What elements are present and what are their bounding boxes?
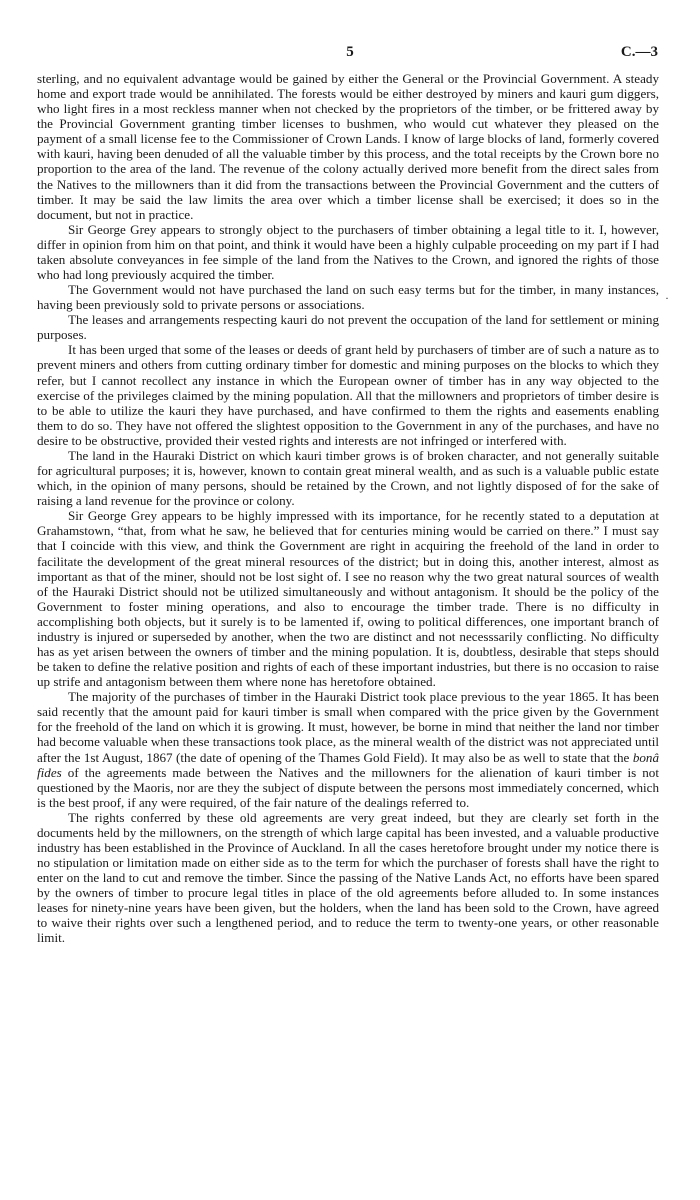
paragraph-5: It has been urged that some of the leases or deeds of grant held by purchasers of timber are of such a nature as to prevent miners and others from cutting ordinary timber for domestic and mining purposes on the blocks to which they refer, but I cannot recollect any instance in which the European owner of timber has in any way objected to the exercise of the privileges claimed by the mining population. All that the millowners and proprietors of timber desire is to be able to utilize the kauri they have purchased, and have confirmed to them the rights and easements enabling them to do so. They have not offered the slightest opposition to the Government in any of the purchases, and have no desire to be obstructive, provided their vested rights and interests are not infringed or interfered with.: [37, 342, 659, 448]
page-header: [0, 44, 700, 66]
paragraph-9: The rights conferred by these old agreements are very great indeed, but they are clearly set forth in the documents held by the millowners, on the strength of which large capital has been invested, and a valuable productive industry has been established in the Province of Auckland. In all the cases heretofore brought under my notice there is no stipulation or limitation made on either side as to the term for which the purchaser of forests shall have the right to enter on the land to cut and remove the timber. Since the passing of the Native Lands Act, no efforts have been spared by the owners of timber to procure legal titles in place of the old agreements before alluded to. In some instances leases for ninety-nine years have been given, but the holders, when the land has been sold to the Crown, have agreed to waive their rights over such a lengthened period, and to reduce the term to twenty-one years, or other reasonable limit.: [37, 809, 659, 946]
paragraph-8: The majority of the purchases of timber in the Hauraki District took place previous to the year 1865. It has been said recently that the amount paid for kauri timber is small when compared with the price given by the Government for the freehold of the land on which it is growing. It must, however, be borne in mind that neither the land nor timber had become valuable when these transactions took place, as the mineral wealth of the district was not appreciated until after the 1st August, 1867 (the date of opening of the Thames Gold Field). It may also be as well to state that the bonâ fides of the agreements made between the Natives and the millowners for the alienation of kauri timber is not questioned by the Maoris, nor are they the subject of dispute between the persons most immediately concerned, which is the best proof, if any were required, of the fair nature of the dealings referred to.: [37, 689, 659, 810]
page-number: 5: [346, 44, 354, 60]
paragraph-7: Sir George Grey appears to be highly impressed with its importance, for he recently stated to a deputation at Grahamstown, “that, from what he saw, he believed that for centuries mining would be carried on there.” I must say that I coincide with this view, and think the Government are right in acquiring the freehold of the land in order to facilitate the development of the great mineral resources of the district; but in doing this, another interest, almost as important as that of the miner, should not be lost sight of. I see no reason why the two great natural sources of wealth of the Hauraki District should not be utilized simultaneously and without antagonism. It should be the policy of the Government to foster mining operations, and also to encourage the timber trade. There is no difficulty in accomplishing both objects, but it surely is to be lamented if, owing to political differences, one important branch of industry is injured or superseded by another, when the two are distinct and not necesssarily conflicting. No difficulty has as yet arisen between the owners of timber and the mining population. It is, doubtless, desirable that steps should be taken to define the relative position and rights of each of these important industries, but there is no occasion to raise up strife and antagonism between them where none has heretofore obtained.: [37, 508, 659, 690]
paragraph-3: The Government would not have purchased the land on such easy terms but for the timber, in many instances, having been previously sold to private persons or associations.: [37, 282, 659, 313]
paragraph-1: sterling, and no equivalent advantage would be gained by either the General or the Provincial Government. A steady home and export trade would be annihilated. The forests would be either destroyed by miners and kauri gum diggers, who light fires in a most reckless manner when not checked by the proprietors of the timber, or be frittered away by the Provincial Government granting timber licenses to bushmen, who would cut whatever they pleased on the payment of a small license fee to the Commissioner of Crown Lands. I know of large blocks of land, formerly covered with kauri, having been denuded of all the valuable timber by this process, and the total receipts by the Crown bore no proportion to the area of the land. The revenue of the colony actually derived more benefit from the direct sales from the Natives to the millowners than it did from the transactions between the Provincial Government and the cutters of timber. It may be said the law limits the area over which a timber license shall be exercised; it does so in the document, but not in practice.: [37, 71, 659, 222]
paragraph-4: The leases and arrangements respecting kauri do not prevent the occupation of the land for settlement or mining purposes.: [37, 312, 659, 343]
paragraph-6: The land in the Hauraki District on which kauri timber grows is of broken character, and not generally suitable for agricultural purposes; it is, however, known to contain great mineral wealth, and as such is a valuable public estate which, in the opinion of many persons, should be retained by the Crown, and not lightly disposed of for the sake of raising a land revenue for the province or colony.: [37, 447, 659, 509]
body-text: [37, 71, 659, 946]
italic-phrase: bonâ fides: [37, 749, 659, 780]
paragraph-2: Sir George Grey appears to strongly object to the purchasers of timber obtaining a legal title to it. I, however, differ in opinion from him on that point, and think it would have been a highly culpable proceeding on my part if I had taken absolute conveyances in fee simple of the land from the Natives to the Crown, and ignored the rights of those who had long previously acquired the timber.: [37, 221, 659, 283]
margin-mark: ·: [665, 291, 669, 305]
document-reference: C.—3: [620, 44, 658, 60]
